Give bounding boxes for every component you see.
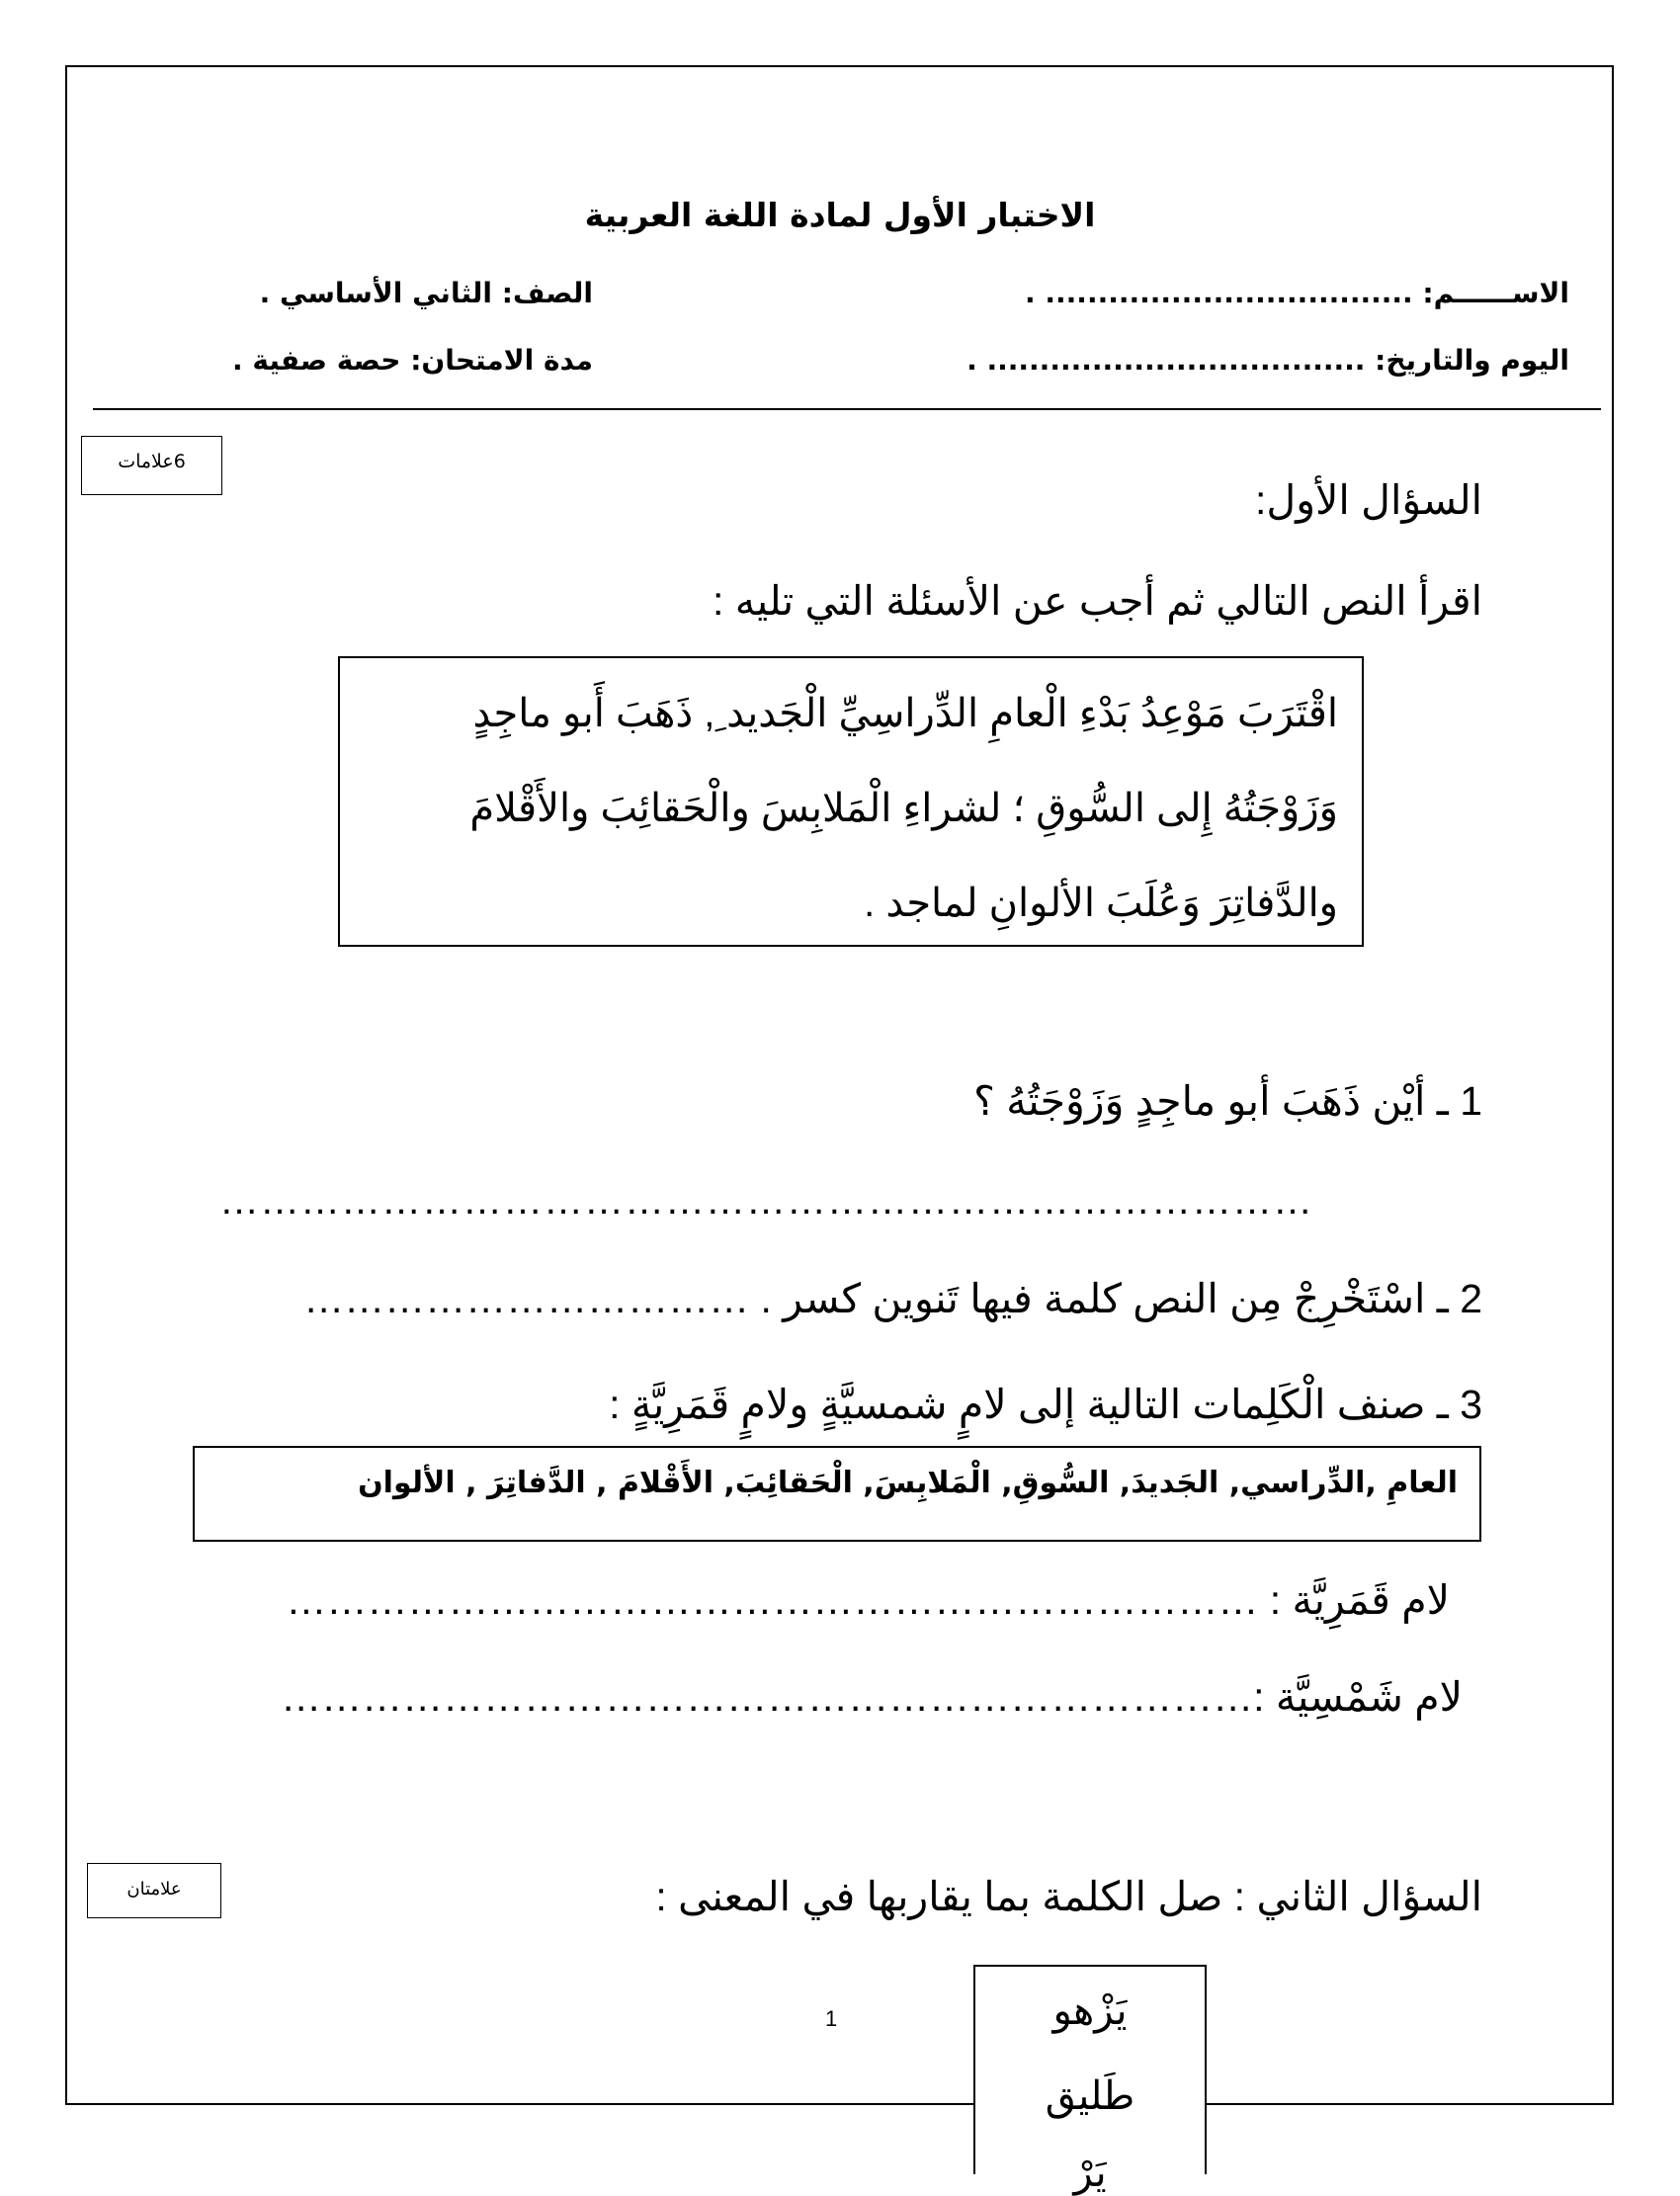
word-list-box: العامِ ,الدِّراسي, الجَديدَ, السُّوقِ, الْمَلابِسَ, الْحَقائِبَ, الأَقْلامَ , الدَّفاتِرَ , الألوان (193, 1446, 1481, 1542)
sub-question-2: 2 ـ اسْتَخْرِجْ مِن النص كلمة فيها تَنوين كسر . …………………………… (303, 1276, 1482, 1321)
answer-line: ……………………………………………………………………… (219, 1179, 1313, 1223)
matching-word: طَليق (1045, 2074, 1135, 2118)
sub-question-3: 3 ـ صنف الْكَلِمات التالية إلى لامٍ شمسيَّةٍ ولامٍ قَمَرِيَّةٍ : (609, 1382, 1482, 1427)
sub-question-1: 1 ـ أيْن ذَهَبَ أبو ماجِدٍ وَزَوْجَتُهُ ؟ (973, 1078, 1482, 1124)
question2-title: السؤال الثاني : صل الكلمة بما يقاربها في المعنى : (655, 1874, 1482, 1919)
reading-passage-box (338, 656, 1364, 947)
header-divider (93, 408, 1601, 410)
question1-instruction: اقرأ النص التالي ثم أجب عن الأسئلة التي تليه : (713, 578, 1482, 624)
question1-marks-box: 6علامات (81, 436, 222, 495)
passage-line: وَزَوْجَتُهُ إِلى السُّوقِ ؛ لشراءِ الْمَلابِسَ والْحَقائِبَ والأَقْلامَ (469, 787, 1338, 830)
date-field: اليوم والتاريخ: .................................... . (966, 344, 1569, 377)
lam-qamariya-answer: لام قَمَرِيَّة : ……………………………………………………………… (286, 1577, 1450, 1623)
matching-word: يَرْ (1073, 2152, 1107, 2195)
exam-title: الاختبار الأول لمادة اللغة العربية (584, 196, 1096, 234)
lam-shamsiya-answer: لام شَمْسِيَّة :……………………………………………………………… (281, 1674, 1463, 1720)
matching-word: يَزْهو (1052, 1989, 1128, 2033)
exam-duration-label: مدة الامتحان: حصة صفية . (231, 344, 593, 377)
page-number: 1 (825, 2006, 838, 2031)
matching-words-box (973, 1965, 1207, 2195)
passage-line: والدَّفاتِرَ وَعُلَبَ الألوانِ لماجد . (864, 882, 1338, 925)
question2-marks-box: علامتان (87, 1863, 221, 1918)
question1-title: السؤال الأول: (1255, 477, 1482, 523)
grade-label: الصف: الثاني الأساسي . (259, 277, 593, 309)
passage-line: اقْتَرَبَ مَوْعِدُ بَدْءِ الْعامِ الدِّراسِيِّ الْجَديد ِ, ذَهَبَ أَبو ماجِدٍ (472, 692, 1338, 735)
student-name-field: الاســــــم: ................................... . (1025, 277, 1569, 309)
